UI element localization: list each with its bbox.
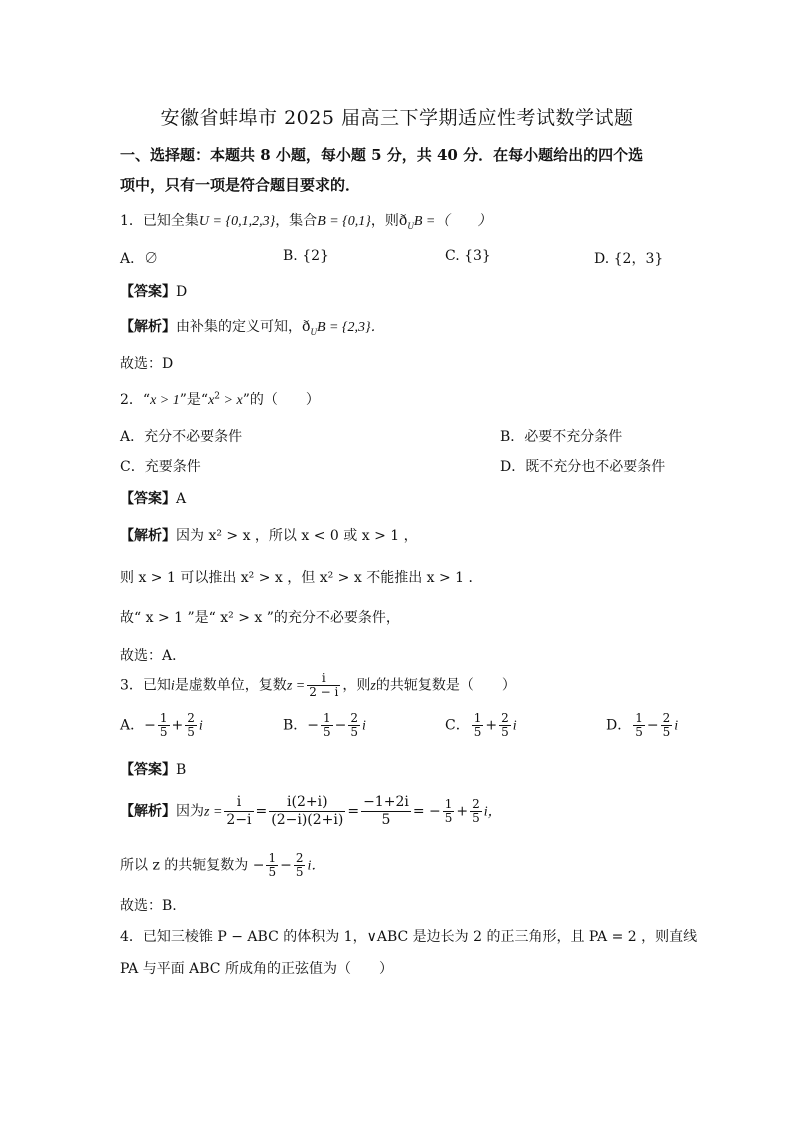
q1-option-b: B. {2} bbox=[283, 248, 329, 264]
q2-option-c: C．充要条件 bbox=[120, 459, 201, 475]
q3-conjugate-tail: i． bbox=[307, 858, 326, 874]
q3-calc-z-equals: z = bbox=[204, 804, 223, 820]
fraction-numerator: 1 bbox=[473, 711, 482, 725]
q3-option-d bbox=[606, 712, 678, 739]
q3-pick bbox=[120, 895, 177, 915]
q3-conjugate bbox=[120, 852, 325, 879]
answer-label: 【答案】 bbox=[120, 491, 176, 507]
complement-symbol: ð bbox=[302, 319, 311, 335]
fraction-numerator: 2 bbox=[295, 851, 304, 865]
fraction-numerator: 1 bbox=[323, 711, 331, 725]
q2-stem-tail: ”的（ ） bbox=[242, 392, 320, 408]
q1-stem-text: ，集合 bbox=[275, 213, 318, 229]
q2-stem bbox=[120, 389, 320, 409]
fraction-denominator: 2 − i bbox=[309, 685, 339, 699]
q3-calc-plus: + bbox=[456, 803, 469, 820]
fraction-numerator: −1+2i bbox=[363, 794, 409, 810]
q2-condition-2-exponent: 2 bbox=[214, 391, 221, 402]
option-fraction bbox=[348, 712, 360, 739]
fraction-numerator: 2 bbox=[187, 711, 195, 725]
section-heading-line1: 一、选择题：本题共 8 小题，每小题 5 分，共 40 分．在每小题给出的四个选 bbox=[120, 146, 644, 164]
q3-fraction bbox=[307, 672, 340, 699]
fraction-denominator: 2−i bbox=[226, 812, 252, 828]
q2-option-d: D．既不充分也不必要条件 bbox=[500, 459, 666, 475]
option-fraction bbox=[158, 712, 170, 739]
q2-analysis-line2: 则 x > 1 可以推出 x² > x ，但 x² > x 不能推出 x > 1 ． bbox=[120, 570, 483, 586]
fraction-numerator: i(2+i) bbox=[269, 794, 345, 812]
q3-z-symbol: z bbox=[370, 678, 376, 694]
q1-analysis-text: 由补集的定义可知， bbox=[176, 319, 302, 335]
fraction-numerator: 2 bbox=[501, 711, 509, 725]
q1-pick-value: D bbox=[162, 356, 174, 372]
q3-stem-text: ，则 bbox=[342, 677, 371, 694]
q1-universal-set: U = {0,1,2,3} bbox=[198, 214, 276, 229]
q3-option-b bbox=[283, 712, 366, 739]
q3-answer-value: B bbox=[176, 762, 187, 778]
fraction-denominator: 5 bbox=[159, 725, 168, 739]
q3-calc-fraction-2 bbox=[269, 794, 345, 829]
q3-calc-intro: 因为 bbox=[176, 803, 204, 820]
q1-set-b: B = {0,1} bbox=[317, 214, 371, 229]
q2-answer-value: A bbox=[176, 491, 187, 507]
q3-option-c bbox=[445, 712, 517, 739]
fraction-denominator: 5 bbox=[662, 725, 671, 739]
pick-label: 故选： bbox=[120, 356, 162, 372]
q1-stem-text: ，则 bbox=[370, 213, 399, 229]
q1-answer-value: D bbox=[176, 284, 188, 300]
fraction-numerator: 2 bbox=[472, 797, 480, 811]
fraction-denominator: 5 bbox=[323, 725, 331, 739]
q3-answer bbox=[120, 759, 186, 779]
page-title: 安徽省蚌埠市 2025 届高三下学期适应性考试数学试题 bbox=[160, 107, 634, 129]
fraction-denominator: 5 bbox=[444, 811, 453, 825]
imaginary-unit: i bbox=[512, 718, 517, 734]
option-letter: D． bbox=[606, 717, 632, 734]
q3-stem-tail: 的共轭复数是（ ） bbox=[375, 677, 516, 694]
q4-stem-line1: 4．已知三棱锥 P − ABC 的体积为 1，∨ABC 是边长为 2 的正三角形，且 PA = 2 ，则直线 bbox=[120, 929, 698, 945]
q2-analysis-line1 bbox=[120, 525, 418, 545]
q2-stem-text: ”是“ bbox=[179, 392, 209, 408]
option-operator: − bbox=[334, 717, 347, 734]
section-heading-line2: 项中，只有一项是符合题目要求的． bbox=[120, 176, 361, 194]
fraction-denominator: 5 bbox=[187, 725, 195, 739]
option-letter: A． bbox=[120, 717, 145, 734]
option-fraction bbox=[185, 712, 197, 739]
q3-calc-fraction-1 bbox=[224, 794, 253, 829]
option-operator: − bbox=[646, 717, 659, 734]
complement-symbol: ð bbox=[398, 213, 408, 229]
fraction-denominator: 5 bbox=[295, 865, 304, 879]
fraction-numerator: 1 bbox=[444, 797, 453, 811]
imaginary-unit: i bbox=[198, 718, 203, 734]
q3-z-equals: z = bbox=[286, 678, 306, 694]
fraction-numerator: 1 bbox=[268, 851, 277, 865]
fraction-denominator: 5 bbox=[501, 725, 509, 739]
fraction-denominator: 5 bbox=[268, 865, 277, 879]
option-fraction bbox=[321, 712, 333, 739]
fraction-denominator: 5 bbox=[350, 725, 359, 739]
q3-stem-text: 3．已知 bbox=[120, 677, 171, 694]
fraction-denominator: 5 bbox=[635, 725, 643, 739]
q1-stem-text: 1．已知全集 bbox=[120, 213, 199, 229]
q2-analysis-line3: 故“ x > 1 ”是“ x² > x ”的充分不必要条件， bbox=[120, 610, 400, 626]
imaginary-unit: i bbox=[674, 718, 679, 734]
option-operator: + bbox=[171, 717, 184, 734]
option-letter: C． bbox=[445, 717, 470, 734]
q3-option-a bbox=[120, 712, 203, 739]
q3-calc-tail: i， bbox=[483, 804, 502, 820]
option-operator: + bbox=[485, 717, 498, 734]
answer-label: 【答案】 bbox=[120, 762, 176, 778]
fraction-numerator: 1 bbox=[159, 711, 168, 725]
pick-label: 故选： bbox=[120, 648, 162, 664]
q1-option-c: C. {3} bbox=[445, 248, 491, 264]
complement-subscript: U bbox=[310, 326, 317, 337]
q1-stem bbox=[120, 210, 491, 232]
imaginary-unit: i bbox=[170, 678, 175, 694]
q3-calc-equals-minus: = − bbox=[412, 803, 441, 820]
q4-stem-line2: PA 与平面 ABC 所成角的正弦值为（ ） bbox=[120, 961, 393, 977]
fraction-denominator: 5 bbox=[381, 812, 391, 828]
fraction-numerator: 2 bbox=[350, 711, 359, 725]
q2-option-b: B．必要不充分条件 bbox=[500, 429, 623, 445]
q3-conjugate-text: 所以 z 的共轭复数为 − bbox=[120, 857, 265, 874]
q3-conjugate-minus: − bbox=[280, 857, 292, 874]
q1-pick bbox=[120, 353, 173, 373]
q1-option-d: D. {2，3} bbox=[594, 251, 664, 267]
q1-analysis-result: B = {2,3}． bbox=[316, 320, 385, 335]
q3-calc-term-2 bbox=[470, 798, 482, 825]
option-fraction bbox=[633, 712, 645, 739]
fraction-numerator: i bbox=[224, 794, 253, 812]
q2-pick bbox=[120, 645, 186, 665]
answer-label: 【答案】 bbox=[120, 284, 176, 300]
q3-pick-value: B. bbox=[162, 898, 177, 914]
option-fraction bbox=[499, 712, 511, 739]
option-fraction bbox=[661, 712, 673, 739]
option-sign: − bbox=[144, 717, 156, 734]
q2-answer bbox=[120, 488, 186, 508]
q1-option-a: A．∅ bbox=[120, 251, 159, 267]
option-letter: B． bbox=[283, 717, 308, 734]
option-fraction bbox=[472, 712, 484, 739]
fraction-numerator: i bbox=[307, 672, 340, 686]
analysis-label: 【解析】 bbox=[120, 803, 176, 820]
q3-stem-text: 是虚数单位，复数 bbox=[174, 677, 287, 694]
pick-label: 故选： bbox=[120, 898, 162, 914]
option-sign: − bbox=[307, 717, 320, 734]
analysis-label: 【解析】 bbox=[120, 528, 176, 544]
q3-conjugate-term-2 bbox=[294, 852, 306, 879]
q3-calc-term-1 bbox=[443, 798, 455, 825]
imaginary-unit: i bbox=[362, 718, 366, 734]
fraction-denominator: 5 bbox=[473, 725, 482, 739]
q3-analysis-calc: 【解析】因为z = $\frac{i}{2-i}$ = $\frac{i(2+i)}{(2-i)(2+i)}$ = $\frac{-1+2i}{5}$ = − $\frac{1}{5}$ + $\frac{2}{5}$ i， bbox=[120, 794, 502, 828]
q2-condition-2-base: x bbox=[208, 393, 215, 408]
q2-condition-2-rest: > x bbox=[220, 393, 243, 408]
q2-condition-1: x > 1 bbox=[150, 393, 180, 408]
q2-stem-text: 2．“ bbox=[120, 392, 151, 408]
fraction-denominator: 5 bbox=[472, 811, 480, 825]
q2-analysis-text: 因为 x² > x ，所以 x < 0 或 x > 1 ， bbox=[176, 528, 418, 544]
q3-calc-fraction-3 bbox=[361, 794, 411, 829]
fraction-denominator: (2−i)(2+i) bbox=[271, 812, 344, 828]
fraction-numerator: 1 bbox=[635, 711, 643, 725]
q2-option-a: A．充分不必要条件 bbox=[120, 429, 243, 445]
q1-answer bbox=[120, 281, 187, 301]
analysis-label: 【解析】 bbox=[120, 319, 176, 335]
complement-subscript: U bbox=[407, 220, 414, 231]
q1-analysis bbox=[120, 316, 385, 338]
fraction-numerator: 2 bbox=[662, 711, 671, 725]
q2-pick-value: A． bbox=[162, 648, 187, 664]
q3-conjugate-term-1 bbox=[266, 852, 278, 879]
q1-stem-tail: B =（ ） bbox=[413, 214, 492, 229]
q3-stem bbox=[120, 672, 516, 699]
